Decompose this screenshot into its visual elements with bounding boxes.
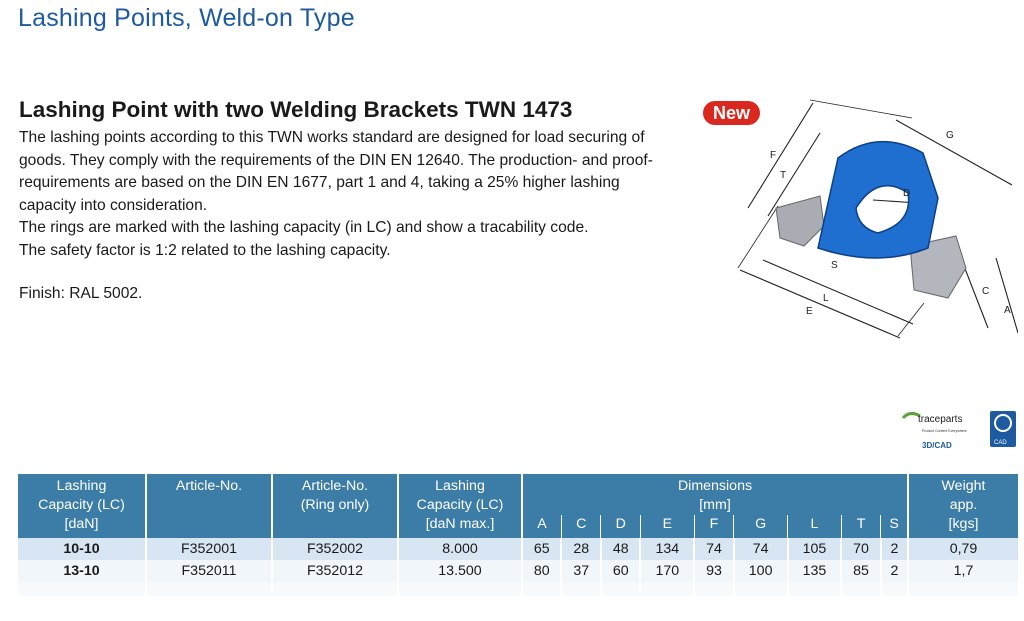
label-L: L (823, 293, 829, 304)
description (19, 127, 679, 263)
section-title: Lashing Point with two Welding Brackets TWN 1473 (19, 97, 573, 122)
traceparts-logo[interactable] (900, 410, 1018, 455)
finish-note: Finish: RAL 5002. (19, 285, 143, 302)
label-T: T (780, 170, 787, 181)
cell-dim: 65 (522, 538, 561, 560)
lashing-point-diagram (728, 98, 1018, 343)
cell-article-ring: F352002 (272, 538, 398, 560)
cell-article: F352001 (146, 538, 272, 560)
cell-weight: 1,7 (908, 560, 1018, 582)
cell-dim: 60 (601, 560, 640, 582)
cell-dim: 28 (561, 538, 600, 560)
traceparts-logo-graphic (900, 410, 1018, 455)
cell-dim: 100 (734, 560, 788, 582)
page-title: Lashing Points, Weld-on Type (18, 4, 355, 32)
header-dim-A: A (522, 515, 561, 538)
left-welding-bracket (776, 196, 824, 246)
label-A: A (1004, 305, 1011, 316)
dimension-line-A (996, 258, 1018, 333)
cell-dim: 85 (841, 560, 880, 582)
dimension-line-F (748, 103, 813, 208)
label-C: C (982, 286, 990, 297)
traceparts-name: traceparts (918, 414, 963, 425)
cell-article: F352011 (146, 560, 272, 582)
header-dim-G: G (734, 515, 788, 538)
label-S: S (831, 260, 838, 271)
header-lashing-capacity-max: Lashing Capacity (LC) [daN max.] (398, 474, 522, 538)
header-article-no: Article-No. (146, 474, 272, 538)
cell-article-ring: F352012 (272, 560, 398, 582)
cell-lc: 13-10 (18, 560, 146, 582)
description-paragraph: The safety factor is 1:2 related to the lashing capacity. (19, 241, 391, 259)
label-E: E (806, 306, 813, 317)
label-G: G (946, 130, 954, 141)
cell-dim: 170 (640, 560, 694, 582)
specification-table (18, 474, 1018, 596)
header-lashing-capacity: Lashing Capacity (LC) [daN] (18, 474, 146, 538)
description-paragraph: The lashing points according to this TWN works standard are designed for load securing of goods. They comply with the requirements of the DIN EN 12640. The production- and proof-requirements are based on the DIN EN 1677, part 1 and 4, taking a 25% higher lashing capacity into consideration. (19, 129, 653, 214)
header-dim-S: S (881, 515, 908, 538)
cell-dim: 74 (734, 538, 788, 560)
cell-lc: 10-10 (18, 538, 146, 560)
cell-dim: 134 (640, 538, 694, 560)
cell-dim: 70 (841, 538, 880, 560)
header-weight: Weight app. [kgs] (908, 474, 1018, 538)
dimension-line-E (740, 270, 900, 338)
header-dimensions: Dimensions [mm] (522, 474, 908, 515)
cell-dim: 37 (561, 560, 600, 582)
cell-lc-max: 8.000 (398, 538, 522, 560)
table-row (18, 538, 1018, 560)
cell-dim: 74 (694, 538, 733, 560)
cell-lc-max: 13.500 (398, 560, 522, 582)
header-dim-F: F (694, 515, 733, 538)
dimension-line-C (964, 266, 988, 328)
header-dim-E: E (640, 515, 694, 538)
description-paragraph: The rings are marked with the lashing capacity (in LC) and show a tracability code. (19, 219, 589, 237)
table-row-empty (18, 582, 1018, 596)
cell-dim: 135 (788, 560, 842, 582)
traceparts-3dcad: 3D/CAD (922, 441, 952, 450)
new-badge: New (703, 101, 760, 125)
header-dim-L: L (788, 515, 842, 538)
cad-label: CAD (994, 440, 1007, 446)
cell-dim: 80 (522, 560, 561, 582)
dimension-line-L (763, 260, 913, 324)
cell-weight: 0,79 (908, 538, 1018, 560)
cell-dim: 2 (881, 560, 908, 582)
cell-dim: 93 (694, 560, 733, 582)
label-F: F (770, 150, 777, 161)
header-article-no-ring: Article-No. (Ring only) (272, 474, 398, 538)
header-dim-T: T (841, 515, 880, 538)
cell-dim: 105 (788, 538, 842, 560)
cell-dim: 48 (601, 538, 640, 560)
table-row (18, 560, 1018, 582)
label-D: D (903, 188, 911, 199)
header-dim-C: C (561, 515, 600, 538)
cell-dim: 2 (881, 538, 908, 560)
traceparts-tagline: Product Content Everywhere (922, 429, 967, 433)
header-dim-D: D (601, 515, 640, 538)
